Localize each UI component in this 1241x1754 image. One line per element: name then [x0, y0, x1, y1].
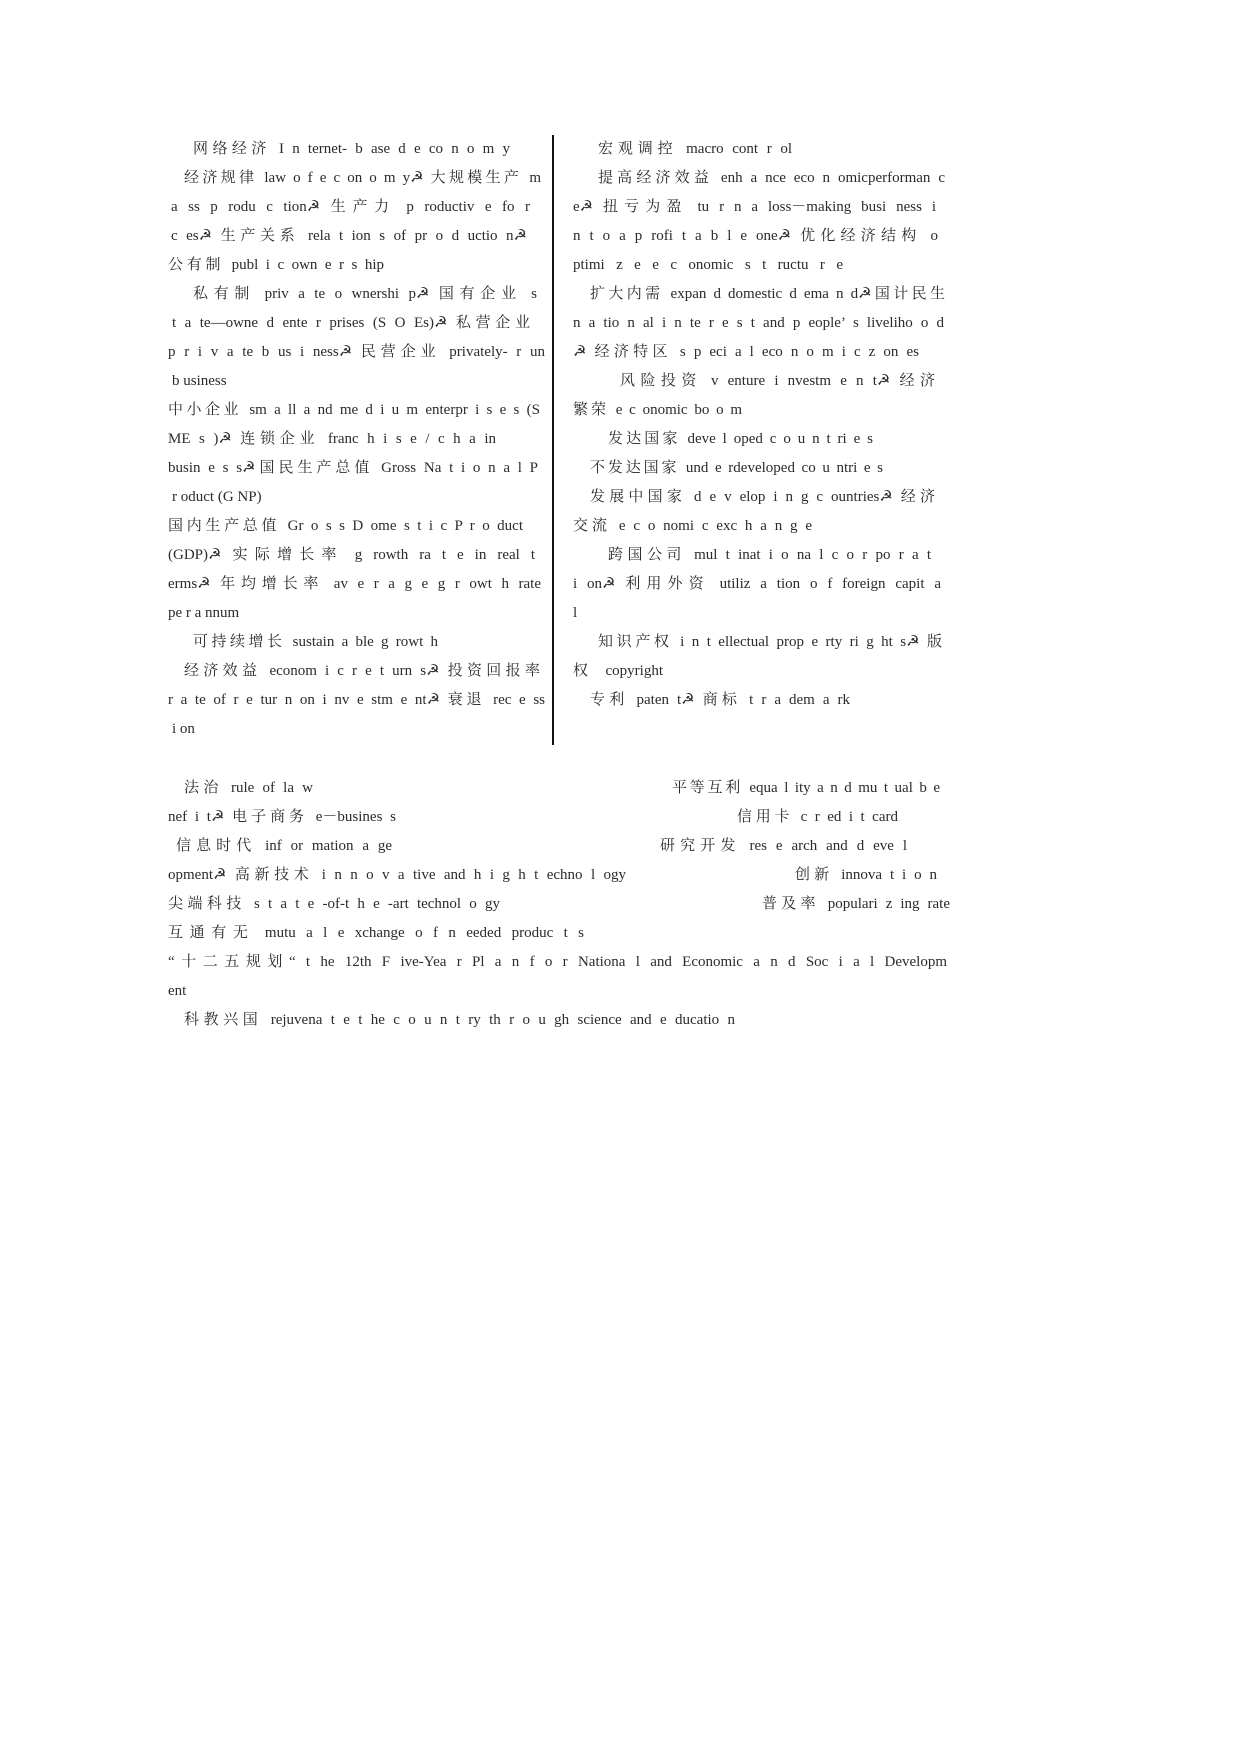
- glossary-line: i on☭ 利用外资 utiliz a tion o f foreign capit a: [573, 576, 941, 592]
- glossary-line: 信息时代 inf or mation a ge: [176, 838, 392, 854]
- glossary-line: 中小企业 sm a ll a nd me d i u m enterpr i s e s (S: [168, 402, 540, 418]
- glossary-line: e☭ 扭亏为盈 tu r n a loss－making busi ness i: [573, 199, 936, 215]
- glossary-line: busin e s s☭国民生产总值 Gross Na t i o n a l P: [168, 460, 538, 476]
- glossary-line: 法治 rule of la w: [184, 780, 313, 796]
- glossary-line: 知识产权 i n t ellectual prop e rty ri g ht s☭ 版: [598, 634, 942, 650]
- glossary-line: 平等互利 equa l ity a n d mu t ual b e: [672, 780, 940, 796]
- glossary-line: ent: [168, 983, 187, 999]
- glossary-line: r a te of r e tur n on i nv e stm e nt☭ 衰退 rec e ss: [168, 692, 545, 708]
- glossary-line: 经济效益 econom i c r e t urn s☭ 投资回报率: [184, 663, 540, 679]
- glossary-line: 科教兴国 rejuvena t e t he c o u n t ry th r o u gh science and e ducatio n: [184, 1012, 735, 1028]
- glossary-line: 不发达国家 und e rdeveloped co u ntri e s: [590, 460, 883, 476]
- glossary-line: 研究开发 res e arch and d eve l: [660, 838, 907, 854]
- glossary-line: ptimi z e e c onomic s t ructu r e: [573, 257, 843, 273]
- glossary-line: 扩大内需 expan d domestic d ema n d☭国计民生: [590, 286, 945, 302]
- glossary-line: 国内生产总值 Gr o s s D ome s t i c P r o duct: [168, 518, 523, 534]
- glossary-line: 风险投资 v enture i nvestm e n t☭ 经济: [620, 373, 935, 389]
- glossary-line: l: [573, 605, 578, 621]
- glossary-line: “十二五规划“ t he 12th F ive-Yea r Pl a n f o r Nationa l and Economic a n d Soc i a l Developm: [168, 954, 947, 970]
- glossary-line: 经济规律 law o f e c on o m y☭ 大规模生产 m: [184, 170, 541, 186]
- glossary-line: 私有制 priv a te o wnershi p☭ 国有企业 s: [193, 286, 537, 302]
- glossary-line: ☭ 经济特区 s p eci a l eco n o m i c z on es: [573, 344, 919, 360]
- glossary-line: 交流 e c o nomi c exc h a n g e: [573, 518, 812, 534]
- glossary-line: 互通有无 mutu a l e xchange o f n eeded produc t s: [168, 925, 584, 941]
- glossary-line: opment☭ 高新技术 i n n o v a tive and h i g h t echno l ogy: [168, 867, 626, 883]
- glossary-line: 普及率 populari z ing rate: [762, 896, 950, 912]
- glossary-line: a ss p rodu c tion☭ 生产力 p roductiv e fo r: [171, 199, 530, 215]
- glossary-line: 跨国公司 mul t inat i o na l c o r po r a t: [608, 547, 931, 563]
- glossary-line: 公有制 publ i c own e r s hip: [168, 257, 384, 273]
- glossary-line: r oduct (G NP): [172, 489, 262, 505]
- glossary-line: 可持续增长 sustain a ble g rowt h: [193, 634, 438, 650]
- glossary-line: i on: [172, 721, 195, 737]
- glossary-line: b usiness: [172, 373, 227, 389]
- glossary-line: pe r a nnum: [168, 605, 240, 621]
- glossary-line: 尖端科技 s t a t e -of-t h e -art technol o gy: [168, 896, 500, 912]
- glossary-line: n t o a p rofi t a b l e one☭ 优化经济结构 o: [573, 228, 938, 244]
- glossary-line: 发达国家 deve l oped c o u n t ri e s: [608, 431, 873, 447]
- glossary-line: p r i v a te b us i ness☭ 民营企业 privately- r un: [168, 344, 545, 360]
- glossary-line: 创新 innova t i o n: [795, 867, 937, 883]
- glossary-line: 专利 paten t☭ 商标 t r a dem a rk: [590, 692, 850, 708]
- glossary-line: 发展中国家 d e v elop i n g c ountries☭ 经济: [590, 489, 935, 505]
- glossary-line: c es☭ 生产关系 rela t ion s of pr o d uctio n☭: [171, 228, 527, 244]
- column-divider: [552, 135, 554, 745]
- glossary-line: ME s )☭ 连锁企业 franc h i s e / c h a in: [168, 431, 496, 447]
- glossary-line: 信用卡 c r ed i t card: [737, 809, 898, 825]
- glossary-line: nef i t☭ 电子商务 e－busines s: [168, 809, 396, 825]
- glossary-line: t a te—owne d ente r prises (S O Es)☭ 私营企业: [172, 315, 530, 331]
- glossary-line: n a tio n al i n te r e s t and p eople’ s liveliho o d: [573, 315, 944, 331]
- glossary-line: erms☭ 年均增长率 av e r a g e g r owt h rate: [168, 576, 541, 592]
- glossary-line: (GDP)☭ 实际增长率 g rowth ra t e in real t: [168, 547, 535, 563]
- glossary-line: 繁荣 e c onomic bo o m: [573, 402, 742, 418]
- glossary-line: 宏观调控 macro cont r ol: [598, 141, 792, 157]
- glossary-line: 提高经济效益 enh a nce eco n omicperforman c: [598, 170, 945, 186]
- glossary-line: 网络经济 I n ternet- b ase d e co n o m y: [193, 141, 510, 157]
- glossary-line: 权 copyright: [573, 663, 663, 679]
